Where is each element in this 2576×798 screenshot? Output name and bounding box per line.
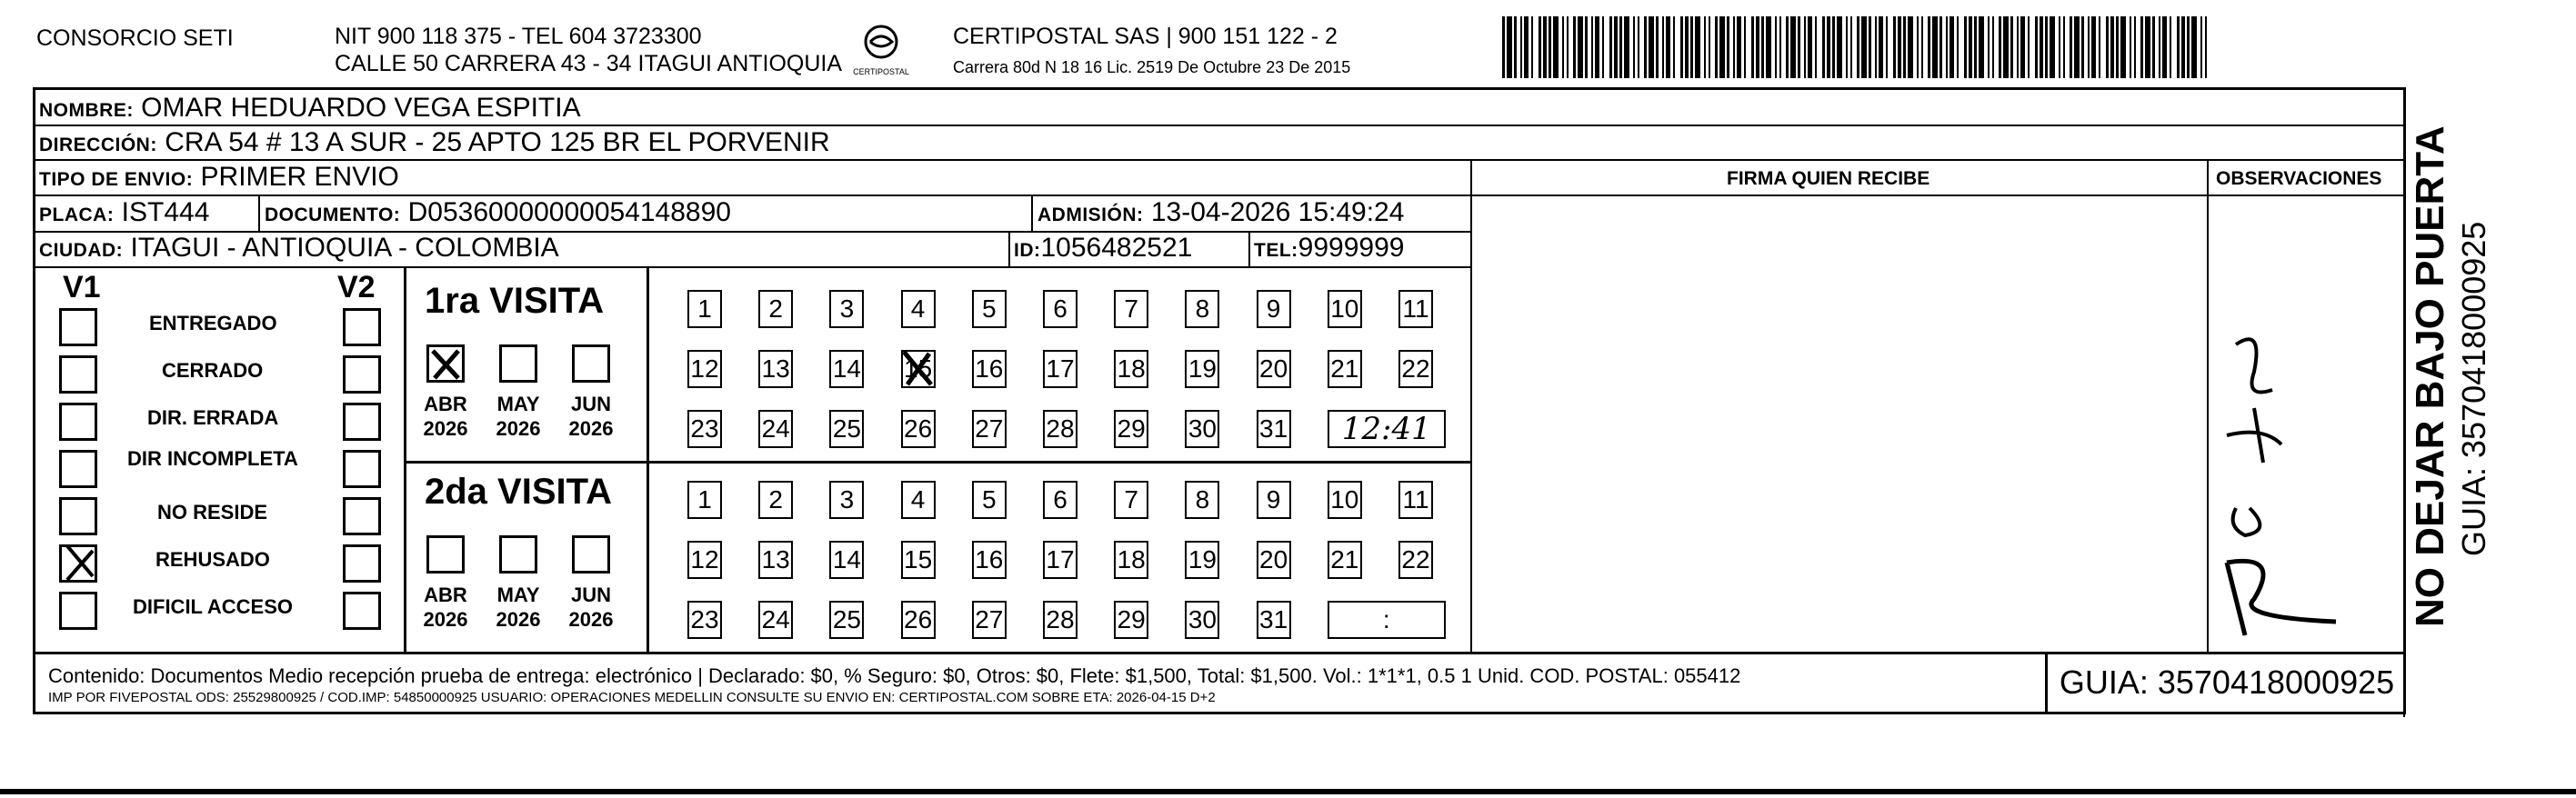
imp-line: IMP POR FIVEPOSTAL ODS: 25529800925 / COD.IMP: 54850000925 USUARIO: OPERACIONES MEDELLIN CONSULTE SU ENVIO EN: CERTIPOSTAL.COM SOBRE ETA: 2026-04-15 D+2 xyxy=(48,690,1216,705)
month-year: 2026 xyxy=(496,608,541,631)
day-box[interactable]: 5 xyxy=(972,481,1007,519)
barcode-bar xyxy=(1591,16,1593,78)
month-name: JUN xyxy=(570,393,611,415)
day-box[interactable]: 3 xyxy=(829,481,864,519)
barcode-bar xyxy=(2205,16,2207,78)
certipostal-info: CERTIPOSTAL SAS | 900 151 122 - 2 xyxy=(953,24,1338,49)
admision-label: ADMISIÓN: xyxy=(1037,204,1144,225)
v1-checkbox[interactable] xyxy=(59,355,97,394)
barcode-bar xyxy=(1992,16,1994,78)
day-box[interactable]: 31 xyxy=(1257,601,1291,639)
day-box[interactable]: 29 xyxy=(1114,601,1148,639)
day-box[interactable]: 11 xyxy=(1398,290,1433,328)
barcode-bar xyxy=(1514,16,1517,78)
barcode-bar xyxy=(1524,16,1529,78)
barcode-bar xyxy=(1928,16,1930,78)
barcode-bar xyxy=(1585,16,1588,78)
barcode-bar xyxy=(1950,16,1954,78)
day-box[interactable]: 17 xyxy=(1043,541,1078,579)
time-box[interactable]: 12:41 xyxy=(1328,410,1446,448)
handwritten-signature xyxy=(2218,290,2400,644)
barcode-bar xyxy=(2130,16,2131,78)
v1-checkbox[interactable] xyxy=(59,592,97,630)
nombre-value: OMAR HEDUARDO VEGA ESPITIA xyxy=(141,93,581,123)
barcode-bar xyxy=(1886,16,1888,78)
barcode-bar xyxy=(1940,16,1942,78)
barcode-bar xyxy=(1553,16,1559,78)
barcode-bar xyxy=(1879,16,1883,78)
v1-checkbox[interactable] xyxy=(59,403,97,441)
day-box[interactable]: 24 xyxy=(758,410,793,448)
day-box[interactable]: 12 xyxy=(687,350,722,388)
x-mark-icon xyxy=(429,347,464,382)
barcode-bar xyxy=(1979,16,1984,78)
day-box[interactable]: 8 xyxy=(1185,290,1219,328)
v1-checkbox[interactable] xyxy=(59,544,97,583)
day-box[interactable]: 6 xyxy=(1043,290,1078,328)
barcode-bar xyxy=(2191,16,2197,78)
month-checkbox[interactable] xyxy=(426,344,465,383)
barcode-bar xyxy=(1988,16,1990,78)
barcode-bar xyxy=(2145,16,2150,78)
barcode-bar xyxy=(2120,16,2126,78)
month-checkbox[interactable] xyxy=(499,535,537,574)
barcode-bar xyxy=(1815,16,1817,78)
day-box[interactable]: 21 xyxy=(1328,541,1362,579)
barcode-bar xyxy=(1690,16,1693,78)
barcode-bar xyxy=(1695,16,1700,78)
barcode-bar xyxy=(1903,16,1906,78)
ciudad-cell xyxy=(39,232,559,267)
day-box[interactable]: 20 xyxy=(1257,350,1291,388)
day-box[interactable]: 17 xyxy=(1043,350,1078,388)
barcode-bar xyxy=(1756,16,1759,78)
status-label: NO RESIDE xyxy=(157,501,268,524)
x-mark-icon xyxy=(900,348,937,388)
day-box[interactable]: 9 xyxy=(1257,290,1291,328)
x-mark-icon xyxy=(62,547,98,584)
barcode-bar xyxy=(1656,16,1659,78)
day-box[interactable]: 10 xyxy=(1328,290,1362,328)
day-box[interactable]: 26 xyxy=(901,601,936,639)
firma-header: FIRMA QUIEN RECIBE xyxy=(1727,168,1930,189)
no-dejar-bajo-puerta: NO DEJAR BAJO PUERTA xyxy=(2408,125,2452,627)
ciudad-value: ITAGUI - ANTIOQUIA - COLOMBIA xyxy=(130,233,559,263)
barcode-bar xyxy=(1709,16,1710,78)
barcode-bar xyxy=(2110,16,2114,78)
month-year: 2026 xyxy=(568,608,614,631)
day-box[interactable]: 18 xyxy=(1114,350,1148,388)
barcode-bar xyxy=(2134,16,2136,78)
barcode-bar xyxy=(1875,16,1877,78)
barcode-bar xyxy=(1744,16,1746,78)
month-name: ABR xyxy=(424,393,467,415)
barcode-bar xyxy=(1638,16,1639,78)
bottom-border xyxy=(0,789,2576,794)
barcode-bar xyxy=(1932,16,1938,78)
day-box[interactable]: 16 xyxy=(972,541,1007,579)
barcode-bar xyxy=(1624,16,1629,78)
admision-cell xyxy=(1037,196,1404,232)
day-box[interactable]: 18 xyxy=(1114,541,1148,579)
day-box[interactable]: 13 xyxy=(758,541,793,579)
day-box[interactable]: 12 xyxy=(687,541,722,579)
barcode-bar xyxy=(2063,16,2065,78)
barcode-bar xyxy=(1837,16,1842,78)
barcode-bar xyxy=(1761,16,1764,78)
v2-checkbox[interactable] xyxy=(343,355,381,394)
day-box[interactable]: 19 xyxy=(1185,541,1219,579)
day-box[interactable]: 25 xyxy=(829,410,864,448)
day-box[interactable]: 11 xyxy=(1398,481,1433,519)
v2-checkbox[interactable] xyxy=(343,497,381,535)
barcode-bar xyxy=(2140,16,2143,78)
company-address: CALLE 50 CARRERA 43 - 34 ITAGUI ANTIOQUIA xyxy=(335,51,843,76)
month-label xyxy=(418,392,473,441)
barcode-bar xyxy=(1775,16,1777,78)
barcode-bar xyxy=(1549,16,1551,78)
day-box[interactable]: 28 xyxy=(1043,601,1078,639)
day-box[interactable]: 2 xyxy=(758,481,793,519)
barcode-bar xyxy=(2020,16,2025,78)
direccion-row xyxy=(39,126,830,162)
barcode-bar xyxy=(1666,16,1670,78)
certipostal-logo xyxy=(846,24,917,78)
barcode-bar xyxy=(2010,16,2013,78)
barcode-bar xyxy=(2181,16,2185,78)
day-box[interactable]: 8 xyxy=(1185,481,1219,519)
barcode-bar xyxy=(2059,16,2060,78)
side-guia: GUIA: 3570418000925 xyxy=(2455,221,2492,556)
day-box[interactable]: 28 xyxy=(1043,410,1078,448)
barcode-bar xyxy=(1619,16,1622,78)
barcode-bar xyxy=(1595,16,1599,78)
barcode-bar xyxy=(2116,16,2119,78)
day-box[interactable]: 14 xyxy=(829,350,864,388)
v2-checkbox[interactable] xyxy=(343,450,381,488)
barcode-bar xyxy=(1614,16,1618,78)
barcode-bar xyxy=(2035,16,2038,78)
month-name: JUN xyxy=(570,584,611,606)
nombre-row xyxy=(39,92,581,127)
barcode-bar xyxy=(1727,16,1729,78)
barcode-bar xyxy=(1539,16,1541,78)
guia-box: GUIA: 3570418000925 xyxy=(2045,653,2406,714)
barcode-bar xyxy=(1673,16,1675,78)
barcode-bar xyxy=(1680,16,1683,78)
barcode-bar xyxy=(1502,16,1505,78)
day-box[interactable]: 27 xyxy=(972,410,1007,448)
day-number: 15 xyxy=(904,354,933,383)
day-box[interactable]: 4 xyxy=(901,290,936,328)
barcode-bar xyxy=(1974,16,1977,78)
logo-text: CERTIPOSTAL xyxy=(853,67,909,76)
barcode-bar xyxy=(2177,16,2180,78)
delivery-card xyxy=(33,87,2406,714)
v1-checkbox[interactable] xyxy=(59,497,97,535)
day-box[interactable]: 31 xyxy=(1257,410,1291,448)
barcode-bar xyxy=(1861,16,1867,78)
barcode-bar xyxy=(2162,16,2167,78)
direccion-value: CRA 54 # 13 A SUR - 25 APTO 125 BR EL PORVENIR xyxy=(165,127,830,157)
day-box[interactable]: 30 xyxy=(1185,410,1219,448)
barcode-bar xyxy=(1507,16,1512,78)
day-box[interactable]: 7 xyxy=(1114,481,1148,519)
company-name: CONSORCIO SETI xyxy=(36,25,234,51)
barcode-bar xyxy=(1733,16,1735,78)
day-box[interactable]: 2 xyxy=(758,290,793,328)
month-checkbox[interactable] xyxy=(572,344,610,383)
barcode-bar xyxy=(2170,16,2171,78)
barcode-bar xyxy=(2070,16,2072,78)
day-box[interactable]: 1 xyxy=(687,290,722,328)
status-label: DIR INCOMPLETA xyxy=(127,447,298,470)
barcode-bar xyxy=(1804,16,1806,78)
placa-cell xyxy=(39,196,209,232)
barcode-bar xyxy=(1602,16,1604,78)
barcode-bar xyxy=(1766,16,1771,78)
v1-checkbox[interactable] xyxy=(59,308,97,346)
barcode-bar xyxy=(1946,16,1948,78)
barcode-bar xyxy=(2159,16,2160,78)
barcode-bar xyxy=(2074,16,2080,78)
month-name: MAY xyxy=(496,584,540,606)
ciudad-label: CIUDAD: xyxy=(39,240,124,261)
placa-label: PLACA: xyxy=(39,204,115,225)
barcode-bar xyxy=(1999,16,2001,78)
nombre-label: NOMBRE: xyxy=(39,100,134,121)
barcode-bar xyxy=(2152,16,2155,78)
barcode-bar xyxy=(1662,16,1664,78)
barcode-bar xyxy=(1957,16,1959,78)
day-box[interactable]: 21 xyxy=(1328,350,1362,388)
barcode-bar xyxy=(1846,16,1848,78)
barcode-bar xyxy=(2099,16,2100,78)
tel-cell xyxy=(1254,232,1404,267)
barcode-bar xyxy=(1798,16,1800,78)
tel-label: TEL: xyxy=(1254,240,1298,261)
status-label: REHUSADO xyxy=(155,548,270,571)
barcode-bar xyxy=(1520,16,1522,78)
day-box[interactable]: 22 xyxy=(1398,541,1433,579)
barcode-bar xyxy=(1908,16,1913,78)
month-name: MAY xyxy=(496,393,540,415)
day-box[interactable]: 16 xyxy=(972,350,1007,388)
month-year: 2026 xyxy=(568,417,614,440)
status-label: DIFICIL ACCESO xyxy=(133,595,294,618)
barcode-bar xyxy=(2050,16,2055,78)
day-box[interactable]: 14 xyxy=(829,541,864,579)
barcode-bar xyxy=(1715,16,1718,78)
certipostal-license: Carrera 80d N 18 16 Lic. 2519 De Octubre 23 De 2015 xyxy=(953,58,1351,76)
day-box[interactable]: 29 xyxy=(1114,410,1148,448)
barcode-bar xyxy=(1969,16,1972,78)
barcode-bar xyxy=(2200,16,2202,78)
month-label xyxy=(564,583,618,632)
barcode-bar xyxy=(2028,16,2030,78)
v1-checkbox[interactable] xyxy=(59,450,97,488)
day-box[interactable]: 13 xyxy=(758,350,793,388)
documento-cell xyxy=(265,196,731,232)
barcode-bar xyxy=(1779,16,1781,78)
barcode-bar xyxy=(1578,16,1583,78)
month-year: 2026 xyxy=(423,417,468,440)
day-box[interactable]: 25 xyxy=(829,601,864,639)
v2-checkbox[interactable] xyxy=(343,544,381,583)
id-cell xyxy=(1014,232,1192,267)
day-box[interactable]: 20 xyxy=(1257,541,1291,579)
barcode-bar xyxy=(1751,16,1754,78)
direccion-label: DIRECCIÓN: xyxy=(39,135,157,155)
observaciones-header: OBSERVACIONES xyxy=(2216,168,2382,189)
barcode-bar xyxy=(1543,16,1547,78)
barcode xyxy=(1502,16,2211,78)
barcode-bar xyxy=(2091,16,2096,78)
time-box[interactable]: : xyxy=(1328,601,1446,639)
day-box[interactable]: 23 xyxy=(687,601,722,639)
barcode-bar xyxy=(2081,16,2084,78)
day-box[interactable]: 5 xyxy=(972,290,1007,328)
barcode-bar xyxy=(1609,16,1612,78)
barcode-bar xyxy=(1644,16,1647,78)
tipo-row xyxy=(39,161,399,196)
admision-value: 13-04-2026 15:49:24 xyxy=(1150,197,1405,227)
barcode-bar xyxy=(2017,16,2019,78)
day-box[interactable]: 27 xyxy=(972,601,1007,639)
barcode-bar xyxy=(1704,16,1706,78)
barcode-bar xyxy=(1827,16,1830,78)
day-box[interactable]: 7 xyxy=(1114,290,1148,328)
status-label: DIR. ERRADA xyxy=(147,406,279,429)
barcode-bar xyxy=(1567,16,1569,78)
day-box[interactable]: 15 xyxy=(901,541,936,579)
day-box[interactable]: 26 xyxy=(901,410,936,448)
barcode-bar xyxy=(1822,16,1825,78)
barcode-bar xyxy=(1921,16,1923,78)
documento-value: D05360000000054148890 xyxy=(407,197,731,227)
month-label xyxy=(491,583,546,632)
barcode-bar xyxy=(2187,16,2190,78)
day-box[interactable]: 6 xyxy=(1043,481,1078,519)
barcode-bar xyxy=(1850,16,1852,78)
day-box[interactable] xyxy=(901,350,936,388)
second-visit-title: 2da VISITA xyxy=(425,472,612,512)
v2-checkbox[interactable] xyxy=(343,403,381,441)
id-value: 1056482521 xyxy=(1040,233,1193,263)
tel-value: 9999999 xyxy=(1298,233,1405,263)
barcode-bar xyxy=(1531,16,1533,78)
barcode-bar xyxy=(1869,16,1871,78)
month-label xyxy=(418,583,473,632)
barcode-bar xyxy=(1898,16,1901,78)
barcode-bar xyxy=(1786,16,1789,78)
month-year: 2026 xyxy=(423,608,468,631)
v2-checkbox[interactable] xyxy=(343,592,381,630)
company-nit: NIT 900 118 375 - TEL 604 3723300 xyxy=(335,24,702,49)
barcode-bar xyxy=(2088,16,2090,78)
barcode-bar xyxy=(1719,16,1725,78)
v1-label: V1 xyxy=(63,270,101,304)
day-box[interactable]: 3 xyxy=(829,290,864,328)
barcode-bar xyxy=(1964,16,1967,78)
barcode-bar xyxy=(1562,16,1564,78)
month-year: 2026 xyxy=(496,417,541,440)
barcode-bar xyxy=(1573,16,1576,78)
day-box[interactable]: 1 xyxy=(687,481,722,519)
month-label xyxy=(491,392,546,441)
day-box[interactable]: 4 xyxy=(901,481,936,519)
barcode-bar xyxy=(2040,16,2043,78)
day-box[interactable]: 30 xyxy=(1185,601,1219,639)
barcode-bar xyxy=(2106,16,2109,78)
contenido-line: Contenido: Documentos Medio recepción prueba de entrega: electrónico | Declarado: $0, % Seguro: $0, Otros: $0, Flete: $1,500, Total: $1,500. Vol.: 1*1*1, 0.5 1 Unid. COD. POSTAL: 055412 xyxy=(48,664,1741,687)
barcode-bar xyxy=(1737,16,1741,78)
status-label: CERRADO xyxy=(162,359,264,382)
barcode-bar xyxy=(1857,16,1859,78)
tipo-label: TIPO DE ENVIO: xyxy=(39,169,194,190)
barcode-bar xyxy=(1685,16,1689,78)
v2-checkbox[interactable] xyxy=(343,308,381,346)
barcode-bar xyxy=(2045,16,2048,78)
month-name: ABR xyxy=(424,584,467,606)
barcode-bar xyxy=(1633,16,1635,78)
day-box[interactable]: 23 xyxy=(687,410,722,448)
month-checkbox[interactable] xyxy=(426,535,465,574)
status-label: ENTREGADO xyxy=(149,312,277,334)
v2-label: V2 xyxy=(337,270,376,304)
tipo-value: PRIMER ENVIO xyxy=(200,162,399,192)
day-box[interactable]: 10 xyxy=(1328,481,1362,519)
barcode-bar xyxy=(1649,16,1654,78)
placa-value: IST444 xyxy=(121,197,210,227)
barcode-bar xyxy=(1808,16,1812,78)
day-box[interactable]: 9 xyxy=(1257,481,1291,519)
id-label: ID: xyxy=(1014,240,1041,261)
day-box[interactable]: 24 xyxy=(758,601,793,639)
barcode-bar xyxy=(1832,16,1835,78)
barcode-bar xyxy=(1917,16,1919,78)
month-label xyxy=(564,392,618,441)
day-box[interactable]: 19 xyxy=(1185,350,1219,388)
barcode-bar xyxy=(1790,16,1796,78)
month-checkbox[interactable] xyxy=(572,535,610,574)
first-visit-title: 1ra VISITA xyxy=(425,281,605,321)
barcode-bar xyxy=(1893,16,1896,78)
day-box[interactable]: 22 xyxy=(1398,350,1433,388)
documento-label: DOCUMENTO: xyxy=(265,204,401,225)
month-checkbox[interactable] xyxy=(499,344,537,383)
barcode-bar xyxy=(2003,16,2009,78)
